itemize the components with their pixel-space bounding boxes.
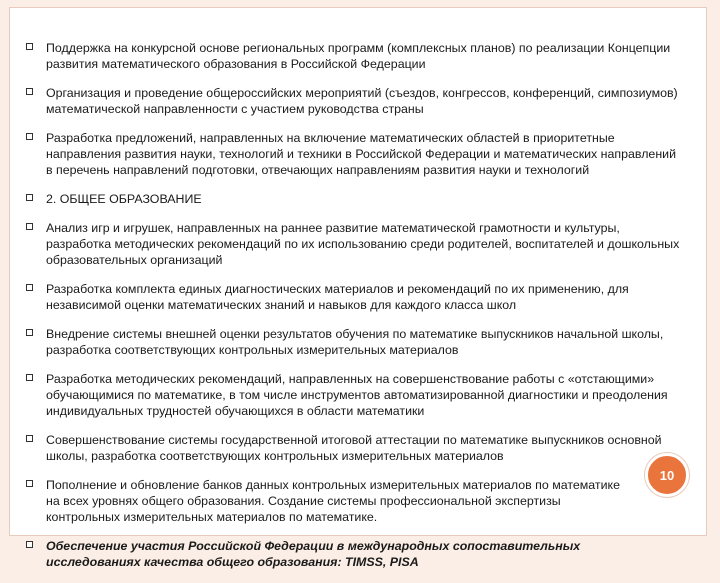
- list-item-text: Совершенствование системы государственной итоговой аттестации по математике выпускников основной школы, разработка соответствующих контрольных измерительных материалов: [46, 433, 662, 463]
- list-item-emphasis: [10, 538, 706, 570]
- square-bullet-icon: [26, 541, 33, 548]
- list-item: [10, 281, 706, 313]
- section-heading-text: 2. ОБЩЕЕ ОБРАЗОВАНИЕ: [46, 192, 202, 206]
- list-item: [10, 432, 706, 464]
- square-bullet-icon: [26, 43, 33, 50]
- square-bullet-icon: [26, 223, 33, 230]
- list-item-text: Разработка методических рекомендаций, направленных на совершенствование работы с «отстающими» обучающимися по математике, в том числе инструментов автоматизированной диагностики и преодоления индивидуальных трудностей обучающихся в области математики: [46, 372, 668, 418]
- list-item: [10, 220, 706, 268]
- list-item-text: Обеспечение участия Российской Федерации в международных сопоставительных исследованиях качества общего образования: TIMSS, PISA: [46, 539, 581, 569]
- square-bullet-icon: [26, 88, 33, 95]
- bullet-list: [10, 40, 706, 583]
- square-bullet-icon: [26, 480, 33, 487]
- list-item: [10, 130, 706, 178]
- list-item-text: Поддержка на конкурсной основе региональных программ (комплексных планов) по реализации Концепции развития математического образования в Российской Федерации: [46, 41, 671, 71]
- square-bullet-icon: [26, 435, 33, 442]
- list-item: [10, 326, 706, 358]
- list-item-section-heading: [10, 191, 706, 207]
- slide: [9, 7, 707, 569]
- square-bullet-icon: [26, 329, 33, 336]
- page-number-badge: 10: [645, 453, 689, 497]
- list-item-text: Разработка предложений, направленных на включение математических областей в приоритетные направления развития науки, технологий и техники в Российской Федерации и математических направлений в перечень направлений подготовки, отвечающих направлениям развития науки и технологий: [46, 131, 677, 177]
- list-item: [10, 371, 706, 419]
- list-item-text: Организация и проведение общероссийских мероприятий (съездов, конгрессов, конференций, симпозиумов) математической направленности с участием руководства страны: [46, 86, 678, 116]
- list-item: [10, 477, 706, 525]
- square-bullet-icon: [26, 284, 33, 291]
- list-item-text: Анализ игр и игрушек, направленных на раннее развитие математической грамотности и культуры, разработка методических рекомендаций по их использованию среди родителей, воспитателей и дошкольных образовательных организаций: [46, 221, 680, 267]
- list-item-text: Пополнение и обновление банков данных контрольных измерительных материалов по математике на всех уровнях общего образования. Создание системы профессиональной экспертизы контрольных измерительных материалов по математике.: [46, 478, 620, 524]
- list-item: [10, 85, 706, 117]
- square-bullet-icon: [26, 133, 33, 140]
- list-item-text: Внедрение системы внешней оценки результатов обучения по математике выпускников начальной школы, разработка соответствующих контрольных измерительных материалов: [46, 327, 664, 357]
- list-item: [10, 40, 706, 72]
- square-bullet-icon: [26, 194, 33, 201]
- square-bullet-icon: [26, 374, 33, 381]
- list-item-text: Разработка комплекта единых диагностических материалов и рекомендаций по их применению, для независимой оценки математических знаний и навыков для каждого класса школ: [46, 282, 629, 312]
